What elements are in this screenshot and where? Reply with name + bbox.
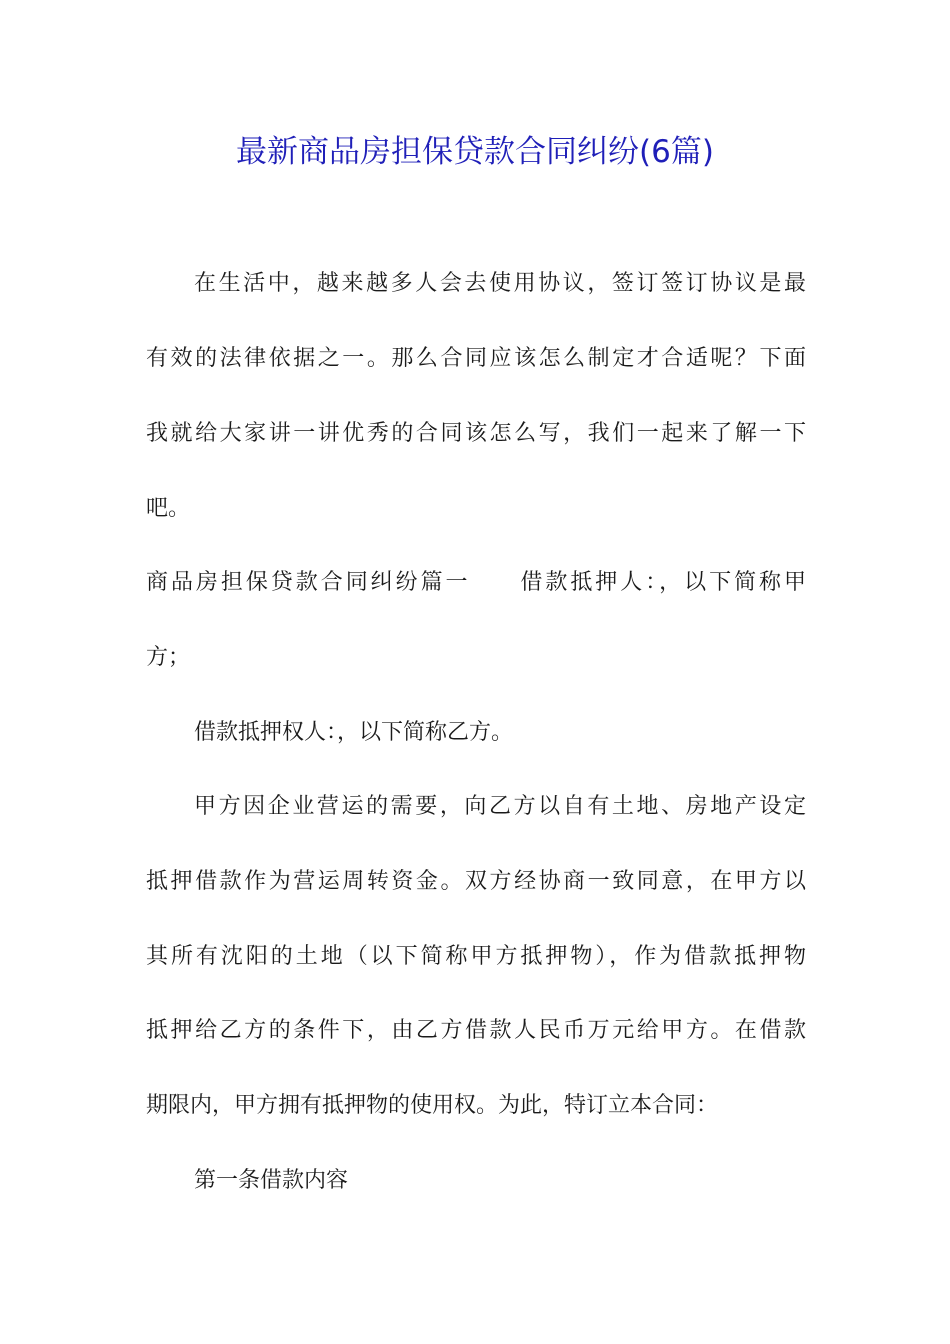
paragraph-line: 期限内，甲方拥有抵押物的使用权。为此，特订立本合同：: [146, 1093, 719, 1118]
section-heading-line: 商品房担保贷款合同纠纷篇一 借款抵押人：，以下简称甲: [146, 570, 806, 595]
paragraph-line: 其所有沈阳的土地（以下简称甲方抵押物），作为借款抵押物: [146, 944, 806, 969]
paragraph-line: 甲方因企业营运的需要，向乙方以自有土地、房地产设定: [194, 794, 806, 819]
paragraph-line: 有效的法律依据之一。那么合同应该怎么制定才合适呢？下面: [146, 346, 806, 371]
paragraph-line: 抵押给乙方的条件下，由乙方借款人民币万元给甲方。在借款: [146, 1018, 806, 1043]
document-title: 最新商品房担保贷款合同纠纷(6篇): [236, 134, 714, 170]
paragraph-line: 我就给大家讲一讲优秀的合同该怎么写，我们一起来了解一下: [146, 421, 806, 446]
paragraph-line: 抵押借款作为营运周转资金。双方经协商一致同意，在甲方以: [146, 869, 806, 894]
paragraph-line: 吧。: [146, 496, 191, 521]
paragraph-line: 方；: [146, 645, 191, 670]
article-heading: 第一条借款内容: [194, 1168, 349, 1193]
paragraph-line: 在生活中，越来越多人会去使用协议，签订签订协议是最: [194, 271, 806, 296]
paragraph-line: 借款抵押权人：，以下简称乙方。: [194, 720, 514, 745]
